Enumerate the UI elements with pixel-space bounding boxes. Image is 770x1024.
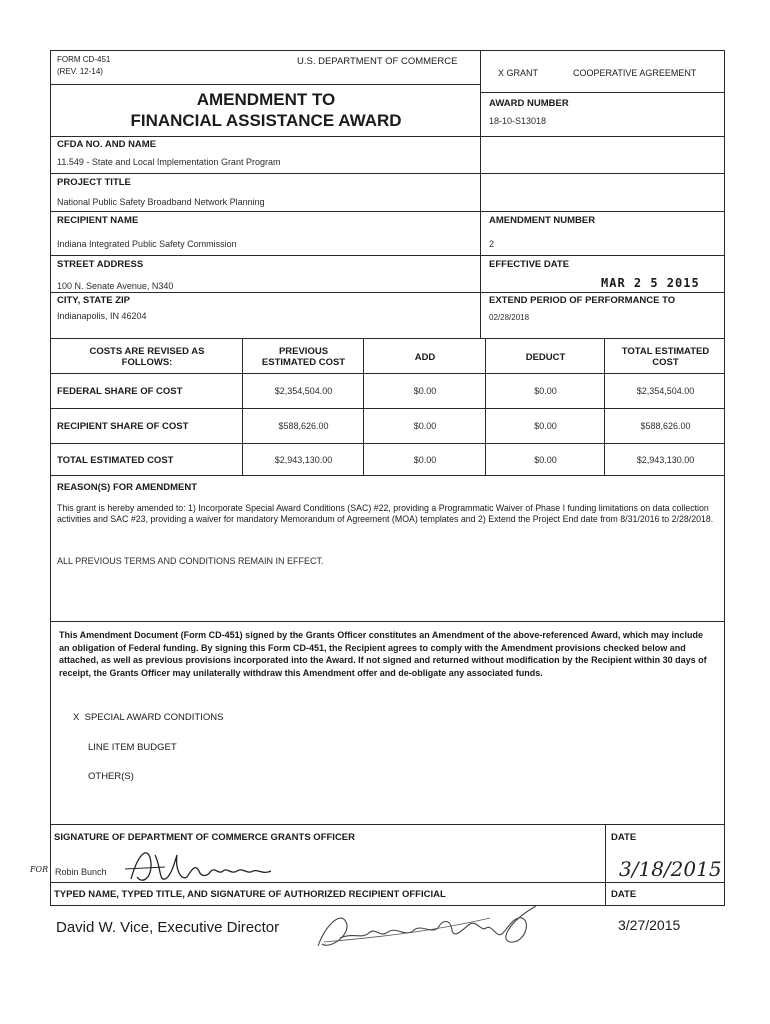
divider bbox=[50, 255, 725, 256]
effective-date-stamp: MAR 2 5 2015 bbox=[601, 276, 700, 290]
form-id: FORM CD-451 bbox=[57, 55, 111, 64]
reasons-text: This grant is hereby amended to: 1) Incorporate Special Award Conditions (SAC) #22, providing a Programmatic Waiver of Phase I funding limitations on data collection activities and SAC #23, providing a waiver for mandatory Memorandum of Agreement (MOA) templates and 2) Extend the Project End date from 8/31/2016 to 2/28/2018. bbox=[57, 503, 714, 525]
divider bbox=[50, 882, 725, 883]
previous-cost-cell: $588,626.00 bbox=[278, 421, 329, 431]
divider bbox=[604, 338, 605, 475]
for-prefix: FOR bbox=[30, 865, 49, 874]
recipient-official-signed-date: 3/27/2015 bbox=[618, 917, 681, 933]
divider bbox=[50, 373, 725, 374]
reasons-label: REASON(S) FOR AMENDMENT bbox=[57, 482, 198, 493]
amendment-number-value: 2 bbox=[489, 239, 495, 249]
deduct-cell: $0.00 bbox=[534, 386, 557, 396]
grants-officer-signature bbox=[121, 841, 301, 891]
grant-checkbox[interactable] bbox=[498, 69, 538, 78]
previous-cost-cell: $2,354,504.00 bbox=[274, 386, 333, 396]
divider bbox=[50, 211, 725, 212]
divider bbox=[50, 136, 725, 137]
line-item-budget[interactable]: LINE ITEM BUDGET bbox=[88, 742, 177, 753]
amendment-statement: This Amendment Document (Form CD-451) signed by the Grants Officer constitutes an Amendment of the above-referenced Award, which may include an obligation of Federal funding. By signing this Form CD-451, the Recipient agrees to comply with the Amendment provisions checked below and attached, as well as previous provisions incorporated into the Award. If not signed and returned without modification by the Recipient within 30 days of receipt, the Grants Officer may unilaterally withdraw this Amendment offer and de-obligate any associated funds. bbox=[59, 630, 707, 678]
divider bbox=[50, 292, 725, 293]
form-revision: (REV. 12-14) bbox=[57, 67, 103, 76]
extend-period-value: 02/28/2018 bbox=[489, 313, 530, 322]
divider bbox=[50, 84, 480, 85]
divider bbox=[50, 173, 725, 174]
special-check-mark: X bbox=[73, 712, 80, 723]
form-title-line2: FINANCIAL ASSISTANCE AWARD bbox=[130, 111, 402, 130]
total-cost-cell: $2,943,130.00 bbox=[636, 455, 695, 465]
recipient-official-label: TYPED NAME, TYPED TITLE, AND SIGNATURE OF AUTHORIZED RECIPIENT OFFICIAL bbox=[54, 889, 446, 900]
total-cost-header: TOTAL ESTIMATED COST bbox=[621, 346, 710, 368]
add-header: ADD bbox=[414, 352, 436, 363]
divider bbox=[50, 338, 725, 339]
row-label: RECIPIENT SHARE OF COST bbox=[57, 421, 189, 432]
recipient-official-signature bbox=[310, 898, 550, 958]
grant-label: GRANT bbox=[506, 68, 539, 78]
divider bbox=[605, 824, 606, 906]
street-address-label: STREET ADDRESS bbox=[57, 259, 144, 270]
divider bbox=[50, 475, 725, 476]
grants-officer-name: Robin Bunch bbox=[55, 867, 107, 877]
recipient-name-value: Indiana Integrated Public Safety Commission bbox=[57, 239, 237, 249]
add-cell: $0.00 bbox=[413, 421, 437, 431]
deduct-header: DEDUCT bbox=[525, 352, 566, 363]
form-title-line1: AMENDMENT TO bbox=[196, 90, 336, 109]
previous-cost-header: PREVIOUS ESTIMATED COST bbox=[261, 346, 346, 368]
row-label: FEDERAL SHARE OF COST bbox=[57, 386, 183, 397]
divider bbox=[242, 338, 243, 475]
divider bbox=[485, 338, 486, 475]
cfda-label: CFDA NO. AND NAME bbox=[57, 139, 157, 150]
grants-officer-signature-label: SIGNATURE OF DEPARTMENT OF COMMERCE GRANTS OFFICER bbox=[54, 832, 356, 843]
extend-period-label: EXTEND PERIOD OF PERFORMANCE TO bbox=[489, 295, 676, 306]
other-provisions[interactable]: OTHER(S) bbox=[88, 771, 134, 782]
recipient-name-label: RECIPIENT NAME bbox=[57, 215, 139, 226]
costs-header: COSTS ARE REVISED AS FOLLOWS: bbox=[89, 346, 205, 368]
cooperative-agreement-label[interactable]: COOPERATIVE AGREEMENT bbox=[573, 68, 697, 78]
add-cell: $0.00 bbox=[413, 386, 437, 396]
divider bbox=[50, 443, 725, 444]
amendment-number-label: AMENDMENT NUMBER bbox=[489, 215, 596, 226]
deduct-cell: $0.00 bbox=[534, 421, 557, 431]
terms-remain-text: ALL PREVIOUS TERMS AND CONDITIONS REMAIN IN EFFECT. bbox=[57, 556, 324, 566]
divider bbox=[480, 92, 725, 93]
divider bbox=[50, 621, 725, 622]
cfda-value: 11.549 - State and Local Implementation Grant Program bbox=[57, 157, 281, 167]
award-number-value: 18-10-S13018 bbox=[489, 116, 547, 126]
special-award-conditions-label: SPECIAL AWARD CONDITIONS bbox=[84, 712, 224, 723]
city-state-zip-value: Indianapolis, IN 46204 bbox=[57, 311, 147, 321]
amendment-form bbox=[30, 50, 725, 906]
total-cost-cell: $2,354,504.00 bbox=[636, 386, 695, 396]
project-title-label: PROJECT TITLE bbox=[57, 177, 131, 188]
recipient-official-name: David W. Vice, Executive Director bbox=[56, 919, 280, 936]
department-name: U.S. DEPARTMENT OF COMMERCE bbox=[297, 56, 458, 67]
grants-officer-date-label: DATE bbox=[611, 832, 637, 843]
recipient-official-date-label: DATE bbox=[611, 889, 637, 900]
deduct-cell: $0.00 bbox=[534, 455, 557, 465]
total-cost-cell: $588,626.00 bbox=[640, 421, 691, 431]
divider bbox=[50, 408, 725, 409]
add-cell: $0.00 bbox=[413, 455, 437, 465]
previous-cost-cell: $2,943,130.00 bbox=[274, 455, 333, 465]
row-label: TOTAL ESTIMATED COST bbox=[57, 455, 174, 466]
grant-check-mark: X bbox=[498, 68, 505, 78]
divider bbox=[363, 338, 364, 475]
special-award-conditions[interactable] bbox=[73, 713, 223, 723]
divider bbox=[50, 824, 725, 825]
award-number-label: AWARD NUMBER bbox=[489, 98, 569, 109]
grants-officer-signed-date: 3/18/2015 bbox=[619, 857, 722, 881]
effective-date-label: EFFECTIVE DATE bbox=[489, 259, 570, 270]
divider bbox=[480, 50, 481, 338]
street-address-value: 100 N. Senate Avenue, N340 bbox=[57, 281, 174, 291]
city-state-zip-label: CITY, STATE ZIP bbox=[57, 295, 131, 306]
project-title-value: National Public Safety Broadband Network Planning bbox=[57, 197, 265, 207]
